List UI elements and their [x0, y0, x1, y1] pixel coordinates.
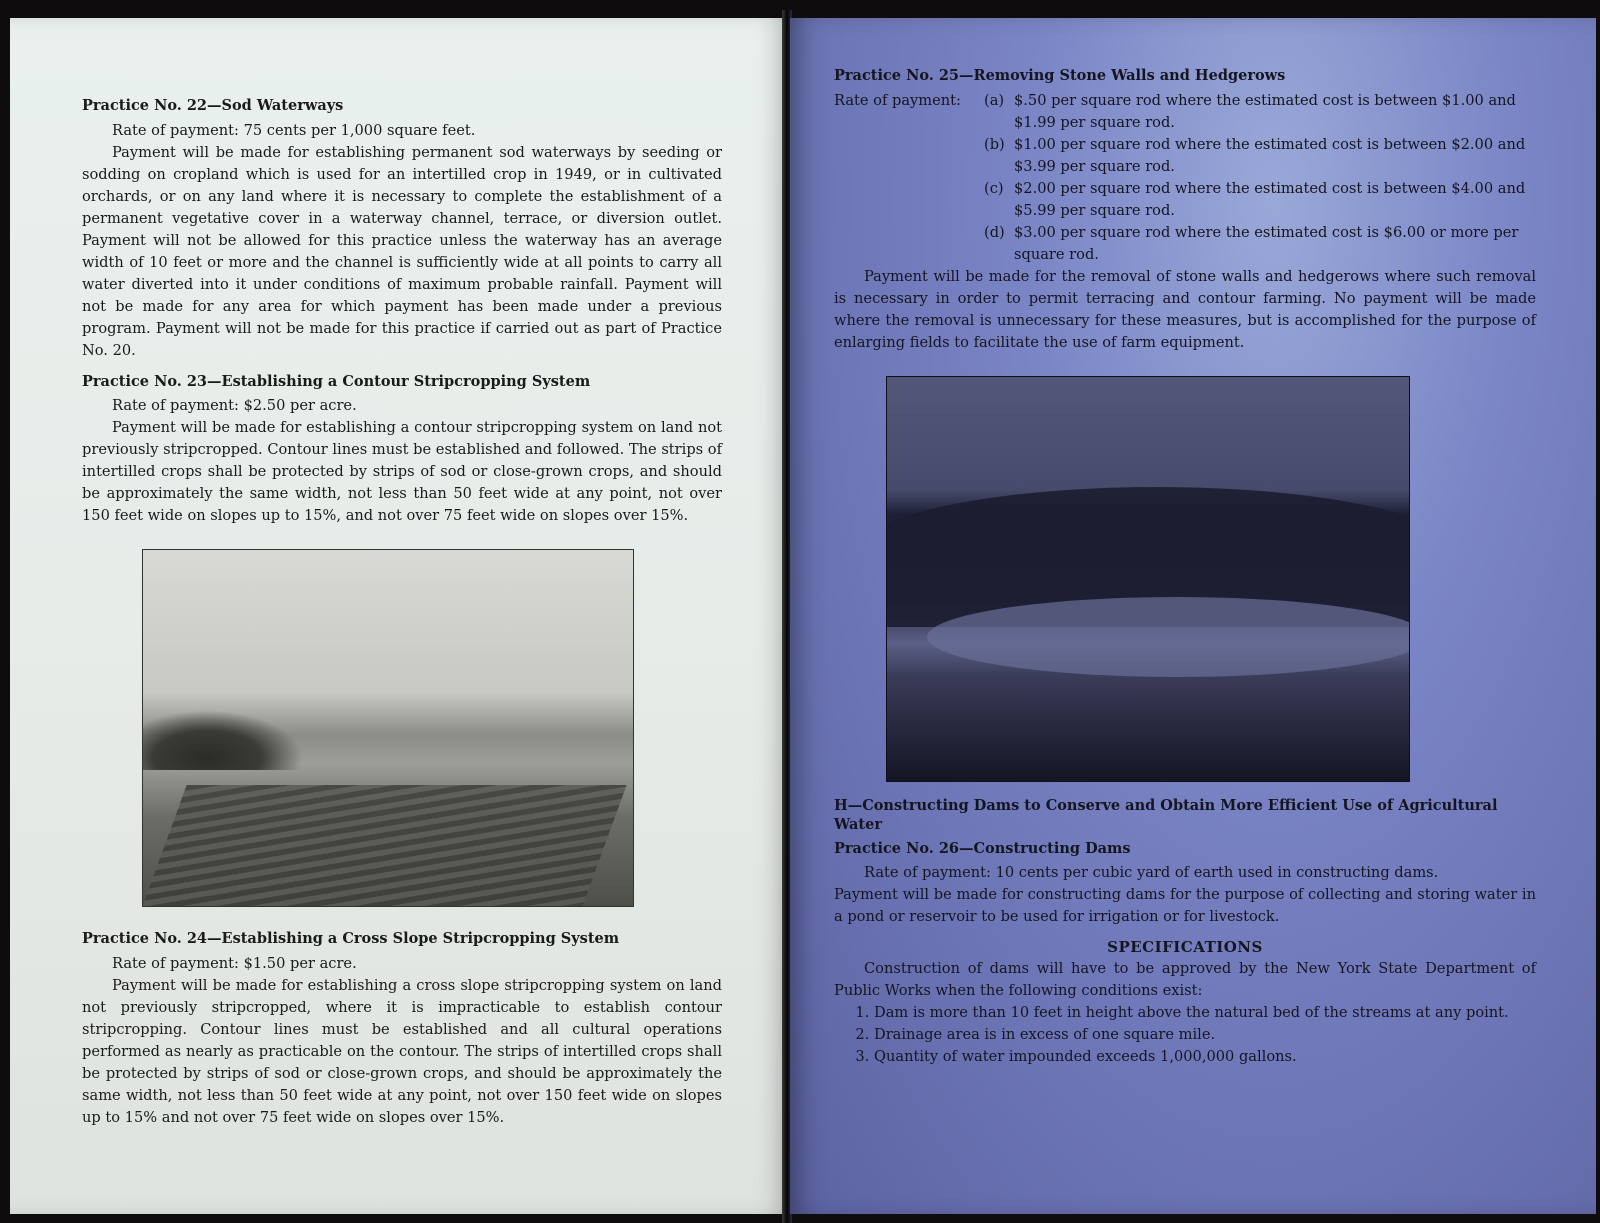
practice-26-title: Practice No. 26—Constructing Dams — [834, 839, 1131, 857]
specifications-title: SPECIFICATIONS — [1107, 938, 1263, 957]
rate-key-a: (a) — [984, 91, 1005, 109]
stripcropping-photo — [142, 549, 634, 907]
spec-item: 3. Quantity of water impounded exceeds 1,000,000 gallons. — [874, 1046, 1536, 1068]
practice-26-body: Payment will be made for constructing dams for the purpose of collecting and storing water in a pond or reservoir to be used for irrigation or for livestock. — [834, 886, 1536, 926]
rate-key-c: (c) — [984, 179, 1004, 197]
practice-24-rate: Rate of payment: $1.50 per acre. — [112, 954, 357, 972]
rate-text-a: $.50 per square rod where the estimated cost is between $1.00 and $1.99 per square rod. — [1014, 91, 1516, 131]
practice-24 — [82, 929, 722, 1129]
photo-field-strips — [142, 785, 627, 907]
practice-23-body: Payment will be made for establishing a contour stripcropping system on land not previously stripcropped. Contour lines must be established and followed. The strips of intertilled crops shall be protected by strips of sod or close-grown crops, and should be approximately the same width, not less than 50 feet wide at any point, not over 150 feet wide on slopes up to 15%, and not over 75 feet wide on slopes over 15%. — [82, 419, 722, 525]
practice-26-rate: Rate of payment: 10 cents per cubic yard of earth used in constructing dams. — [864, 864, 1439, 882]
practice-25-title: Practice No. 25—Removing Stone Walls and Hedgerows — [834, 67, 1286, 84]
rate-key-d: (d) — [984, 223, 1005, 241]
specifications-list — [834, 1002, 1536, 1068]
rate-text-b: $1.00 per square rod where the estimated cost is between $2.00 and $3.99 per square rod. — [1014, 135, 1526, 175]
hillside-pasture-photo — [886, 376, 1410, 782]
practice-22 — [82, 96, 722, 362]
practice-25-body: Payment will be made for the removal of stone walls and hedgerows where such removal is necessary in order to permit terracing and contour farming. No payment will be made where the removal is unnecessary for these measures, but is accomplished for the purpose of enlarging fields to facilitate the use of farm equipment. — [834, 267, 1536, 351]
section-h-heading: H—Constructing Dams to Conserve and Obtain More Efficient Use of Agricultural Water — [834, 796, 1498, 834]
practice-25-rates — [834, 90, 1536, 266]
practice-23-rate: Rate of payment: $2.50 per acre. — [112, 397, 357, 415]
practice-22-body: Payment will be made for establishing permanent sod waterways by seeding or sodding on cropland which is used for an intertilled crop in 1949, or in cultivated orchards, or on any land where it is necessary to complete the establishment of a permanent vegetative cover in a waterway channel, terrace, or diversion outlet. Payment will not be allowed for this practice unless the waterway has an average width of 10 feet or more and the channel is sufficiently wide at all points to carry all water diverted into it under conditions of maximum probable rainfall. Payment will not be made for any area for which payment has been made under a previous program. Payment will not be made for this practice if carried out as part of Practice No. 20. — [82, 143, 722, 359]
spec-item: 1. Dam is more than 10 feet in height above the natural bed of the streams at any point. — [874, 1002, 1536, 1024]
rate-text-c: $2.00 per square rod where the estimated cost is between $4.00 and $5.99 per square rod. — [1014, 179, 1526, 219]
practice-24-body: Payment will be made for establishing a cross slope stripcropping system on land not previously stripcropped, where it is impracticable to establish contour stripcropping. Contour lines must be established and all cultural operations performed as nearly as practicable on the contour. The strips of intertilled crops shall be protected by strips of sod or close-grown crops, and should be approximately the same width, not less than 50 feet wide at any point, not over 150 feet wide on slopes up to 15% and not over 75 feet wide on slopes over 15%. — [82, 976, 722, 1126]
photo-pasture — [927, 597, 1410, 677]
spec-item: 2. Drainage area is in excess of one square mile. — [874, 1024, 1536, 1046]
practice-23 — [82, 372, 722, 528]
practice-23-title: Practice No. 23—Establishing a Contour Stripcropping System — [82, 372, 591, 390]
left-page — [10, 18, 788, 1214]
rate-text-d: $3.00 per square rod where the estimated cost is $6.00 or more per square rod. — [1014, 223, 1519, 263]
rate-key-b: (b) — [984, 135, 1005, 153]
practice-25 — [834, 66, 1536, 354]
practice-22-rate: Rate of payment: 75 cents per 1,000 square feet. — [112, 121, 476, 139]
photo-trees — [143, 710, 303, 770]
practice-24-title: Practice No. 24—Establishing a Cross Slope Stripcropping System — [82, 930, 620, 948]
right-page — [790, 18, 1596, 1214]
practice-22-title: Practice No. 22—Sod Waterways — [82, 97, 344, 114]
specifications-intro: Construction of dams will have to be approved by the New York State Department of Public Works when the following conditions exist: — [834, 960, 1536, 1000]
practice-26 — [834, 839, 1536, 929]
rate-label: Rate of payment: — [834, 91, 961, 109]
